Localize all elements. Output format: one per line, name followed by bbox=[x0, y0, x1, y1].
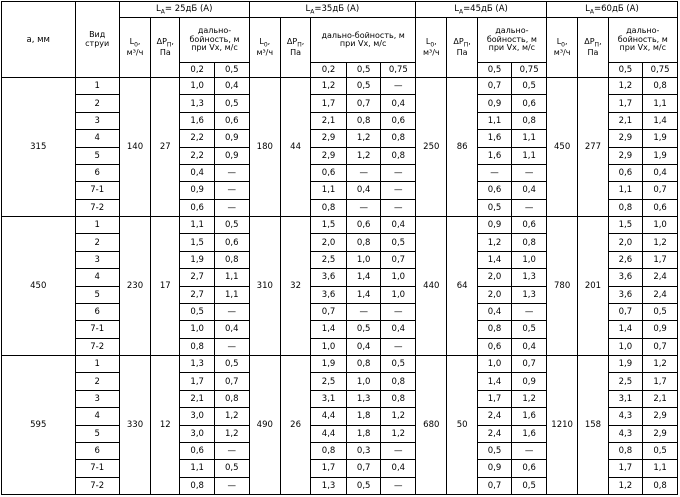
range-value-cell: 0,7 bbox=[477, 477, 512, 494]
range-value-cell: 2,0 bbox=[608, 234, 643, 251]
jet-type-column-header: Вид струи bbox=[75, 2, 119, 78]
range-value-cell: 1,7 bbox=[608, 460, 643, 477]
jet-type-cell: 3 bbox=[75, 251, 119, 268]
range-value-cell: 0,7 bbox=[214, 373, 249, 390]
pressure-column-header: $\Delta P_П$, Па bbox=[447, 18, 477, 78]
range-value-cell: 1,8 bbox=[346, 425, 381, 442]
range-value-cell: 0,9 bbox=[477, 95, 512, 112]
range-value-cell: — bbox=[381, 442, 416, 459]
range-value-cell: 1,2 bbox=[643, 234, 678, 251]
range-value-cell: 1,0 bbox=[180, 78, 215, 95]
group-25db-header: $L_A= 25дБ$ (А) bbox=[119, 2, 249, 18]
range-value-cell: — bbox=[381, 164, 416, 181]
range-value-cell: 0,3 bbox=[346, 442, 381, 459]
range-value-cell: 1,3 bbox=[180, 356, 215, 373]
a-size-cell: 595 bbox=[2, 356, 76, 495]
jet-type-cell: 5 bbox=[75, 286, 119, 303]
range-column-header: дально- бойность, м при Vх, м/с bbox=[477, 18, 546, 63]
range-value-cell: 0,6 bbox=[477, 338, 512, 355]
range-value-cell: 1,2 bbox=[346, 147, 381, 164]
l0-cell: 230 bbox=[119, 217, 150, 356]
range-value-cell: 0,4 bbox=[643, 164, 678, 181]
range-value-cell: 0,6 bbox=[512, 95, 547, 112]
range-value-cell: 1,2 bbox=[608, 477, 643, 494]
range-value-cell: 1,2 bbox=[346, 130, 381, 147]
range-value-cell: — bbox=[346, 199, 381, 216]
range-value-cell: 0,9 bbox=[512, 373, 547, 390]
range-value-cell: 1,0 bbox=[346, 373, 381, 390]
range-value-cell: 2,4 bbox=[643, 286, 678, 303]
range-value-cell: — bbox=[477, 164, 512, 181]
range-value-cell: 1,2 bbox=[214, 408, 249, 425]
range-value-cell: 0,8 bbox=[512, 112, 547, 129]
pressure-cell: 277 bbox=[578, 78, 608, 217]
range-value-cell: 0,6 bbox=[512, 217, 547, 234]
range-value-cell: 0,7 bbox=[346, 95, 381, 112]
range-value-cell: 2,5 bbox=[608, 373, 643, 390]
range-value-cell: 0,4 bbox=[381, 321, 416, 338]
range-value-cell: 0,5 bbox=[643, 303, 678, 320]
range-value-cell: 1,0 bbox=[643, 217, 678, 234]
range-value-cell: — bbox=[512, 442, 547, 459]
range-value-cell: 0,7 bbox=[381, 251, 416, 268]
range-value-cell: 0,6 bbox=[214, 112, 249, 129]
l0-cell: 490 bbox=[249, 356, 280, 495]
range-value-cell: 0,8 bbox=[381, 373, 416, 390]
range-value-cell: 0,5 bbox=[477, 199, 512, 216]
range-value-cell: 0,4 bbox=[214, 78, 249, 95]
range-value-cell: 1,6 bbox=[512, 425, 547, 442]
range-value-cell: 2,0 bbox=[477, 286, 512, 303]
range-value-cell: 1,3 bbox=[512, 269, 547, 286]
range-value-cell: 0,5 bbox=[214, 460, 249, 477]
range-value-cell: 0,6 bbox=[346, 217, 381, 234]
range-value-cell: 0,8 bbox=[381, 130, 416, 147]
range-value-cell: 1,9 bbox=[643, 130, 678, 147]
range-value-cell: 0,9 bbox=[180, 182, 215, 199]
range-value-cell: 1,1 bbox=[180, 460, 215, 477]
range-value-cell: 1,9 bbox=[643, 147, 678, 164]
range-value-cell: 2,7 bbox=[180, 286, 215, 303]
range-value-cell: 0,8 bbox=[608, 442, 643, 459]
range-value-cell: 0,6 bbox=[214, 234, 249, 251]
l0-cell: 440 bbox=[416, 217, 447, 356]
range-value-cell: 1,5 bbox=[311, 217, 347, 234]
range-value-cell: 2,9 bbox=[608, 130, 643, 147]
range-value-cell: 1,4 bbox=[477, 251, 512, 268]
range-value-cell: 2,9 bbox=[311, 130, 347, 147]
jet-type-cell: 7-1 bbox=[75, 182, 119, 199]
jet-type-cell: 1 bbox=[75, 217, 119, 234]
pressure-cell: 64 bbox=[447, 217, 477, 356]
range-value-cell: 1,0 bbox=[512, 251, 547, 268]
pressure-cell: 158 bbox=[578, 356, 608, 495]
range-value-cell: 0,8 bbox=[381, 147, 416, 164]
jet-type-cell: 1 bbox=[75, 78, 119, 95]
range-value-cell: 0,9 bbox=[643, 321, 678, 338]
range-value-cell: 2,5 bbox=[311, 373, 347, 390]
jet-type-cell: 2 bbox=[75, 373, 119, 390]
jet-type-cell: 4 bbox=[75, 269, 119, 286]
l0-cell: 310 bbox=[249, 217, 280, 356]
pressure-column-header: $\Delta P_П$, Па bbox=[578, 18, 608, 78]
velocity-header: 0,5 bbox=[346, 63, 381, 78]
range-value-cell: 2,4 bbox=[477, 425, 512, 442]
range-value-cell: 4,4 bbox=[311, 408, 347, 425]
range-column-header: дально-бойность, м при Vх, м/с bbox=[311, 18, 416, 63]
range-value-cell: 0,6 bbox=[381, 112, 416, 129]
range-value-cell: 0,6 bbox=[512, 460, 547, 477]
pressure-cell: 86 bbox=[447, 78, 477, 217]
range-value-cell: 1,0 bbox=[381, 286, 416, 303]
range-value-cell: 1,1 bbox=[643, 95, 678, 112]
jet-type-cell: 6 bbox=[75, 442, 119, 459]
range-value-cell: 2,1 bbox=[311, 112, 347, 129]
range-value-cell: 0,4 bbox=[477, 303, 512, 320]
range-value-cell: 0,7 bbox=[311, 303, 347, 320]
range-value-cell: 0,8 bbox=[346, 234, 381, 251]
range-value-cell: 1,2 bbox=[381, 408, 416, 425]
range-value-cell: 0,4 bbox=[512, 338, 547, 355]
range-value-cell: 1,1 bbox=[214, 269, 249, 286]
range-value-cell: 1,0 bbox=[608, 338, 643, 355]
jet-type-cell: 6 bbox=[75, 303, 119, 320]
range-value-cell: 0,7 bbox=[512, 356, 547, 373]
a-size-cell: 315 bbox=[2, 78, 76, 217]
range-value-cell: 1,2 bbox=[643, 356, 678, 373]
range-value-cell: 0,5 bbox=[346, 78, 381, 95]
l0-cell: 450 bbox=[546, 78, 577, 217]
range-value-cell: 1,1 bbox=[643, 460, 678, 477]
range-value-cell: 0,6 bbox=[643, 199, 678, 216]
jet-type-cell: 7-2 bbox=[75, 199, 119, 216]
range-value-cell: 1,7 bbox=[477, 390, 512, 407]
l0-cell: 1210 bbox=[546, 356, 577, 495]
range-value-cell: 1,6 bbox=[180, 112, 215, 129]
range-value-cell: 0,7 bbox=[643, 182, 678, 199]
range-value-cell: 1,2 bbox=[381, 425, 416, 442]
range-value-cell: 0,4 bbox=[214, 321, 249, 338]
jet-type-cell: 4 bbox=[75, 130, 119, 147]
range-value-cell: 1,0 bbox=[180, 321, 215, 338]
range-value-cell: 0,5 bbox=[346, 477, 381, 494]
range-value-cell: 1,7 bbox=[643, 373, 678, 390]
group-35db-header: $L_A=35дБ$ (А) bbox=[249, 2, 416, 18]
range-value-cell: 0,4 bbox=[346, 338, 381, 355]
range-value-cell: — bbox=[512, 199, 547, 216]
jet-type-cell: 3 bbox=[75, 112, 119, 129]
range-value-cell: — bbox=[381, 182, 416, 199]
pressure-cell: 32 bbox=[280, 217, 310, 356]
range-value-cell: — bbox=[214, 164, 249, 181]
range-value-cell: 2,9 bbox=[311, 147, 347, 164]
range-value-cell: 1,4 bbox=[643, 112, 678, 129]
range-value-cell: 3,6 bbox=[311, 269, 347, 286]
range-value-cell: 1,6 bbox=[477, 147, 512, 164]
range-value-cell: 0,8 bbox=[180, 338, 215, 355]
range-value-cell: — bbox=[381, 338, 416, 355]
range-value-cell: 2,9 bbox=[643, 408, 678, 425]
range-value-cell: 1,0 bbox=[477, 356, 512, 373]
pressure-column-header: $\Delta P_П$, Па bbox=[280, 18, 310, 78]
range-value-cell: 1,5 bbox=[180, 234, 215, 251]
range-value-cell: 0,5 bbox=[512, 477, 547, 494]
range-value-cell: 0,5 bbox=[214, 356, 249, 373]
velocity-header: 0,5 bbox=[477, 63, 512, 78]
range-value-cell: 0,5 bbox=[180, 303, 215, 320]
range-value-cell: 0,8 bbox=[214, 390, 249, 407]
range-value-cell: 1,7 bbox=[643, 251, 678, 268]
range-value-cell: — bbox=[214, 477, 249, 494]
range-value-cell: 1,6 bbox=[477, 130, 512, 147]
range-value-cell: 2,5 bbox=[311, 251, 347, 268]
range-value-cell: 2,7 bbox=[180, 269, 215, 286]
range-value-cell: 1,7 bbox=[608, 95, 643, 112]
jet-type-cell: 7-1 bbox=[75, 460, 119, 477]
range-value-cell: — bbox=[512, 303, 547, 320]
jet-type-cell: 6 bbox=[75, 164, 119, 181]
range-value-cell: 0,9 bbox=[214, 130, 249, 147]
range-value-cell: 1,1 bbox=[180, 217, 215, 234]
range-column-header: дально- бойность, м при Vх, м/с bbox=[180, 18, 249, 63]
range-value-cell: 0,8 bbox=[512, 234, 547, 251]
range-value-cell: 0,8 bbox=[381, 390, 416, 407]
range-value-cell: — bbox=[512, 164, 547, 181]
range-value-cell: — bbox=[214, 182, 249, 199]
range-value-cell: 1,6 bbox=[512, 408, 547, 425]
range-value-cell: 1,4 bbox=[346, 286, 381, 303]
l0-cell: 780 bbox=[546, 217, 577, 356]
range-value-cell: 0,6 bbox=[311, 164, 347, 181]
range-value-cell: 3,6 bbox=[608, 269, 643, 286]
range-value-cell: 3,1 bbox=[608, 390, 643, 407]
range-value-cell: 0,9 bbox=[477, 217, 512, 234]
range-value-cell: 0,7 bbox=[608, 303, 643, 320]
range-value-cell: 1,9 bbox=[311, 356, 347, 373]
range-value-cell: 0,5 bbox=[512, 321, 547, 338]
pressure-cell: 201 bbox=[578, 217, 608, 356]
range-value-cell: 4,3 bbox=[608, 425, 643, 442]
range-value-cell: 2,2 bbox=[180, 130, 215, 147]
range-value-cell: 1,1 bbox=[214, 286, 249, 303]
range-value-cell: 0,5 bbox=[643, 442, 678, 459]
range-value-cell: 0,8 bbox=[311, 442, 347, 459]
range-value-cell: 0,8 bbox=[608, 199, 643, 216]
jet-type-cell: 7-2 bbox=[75, 338, 119, 355]
jet-type-cell: 1 bbox=[75, 356, 119, 373]
range-value-cell: — bbox=[346, 164, 381, 181]
range-value-cell: 4,4 bbox=[311, 425, 347, 442]
range-value-cell: 0,9 bbox=[477, 460, 512, 477]
a-size-cell: 450 bbox=[2, 217, 76, 356]
pressure-cell: 12 bbox=[151, 356, 180, 495]
l0-cell: 140 bbox=[119, 78, 150, 217]
range-value-cell: 2,1 bbox=[608, 112, 643, 129]
range-value-cell: 1,5 bbox=[608, 217, 643, 234]
range-value-cell: 0,8 bbox=[346, 112, 381, 129]
velocity-header: 0,2 bbox=[180, 63, 215, 78]
range-value-cell: 0,8 bbox=[311, 199, 347, 216]
range-value-cell: 4,3 bbox=[608, 408, 643, 425]
velocity-header: 0,5 bbox=[214, 63, 249, 78]
range-value-cell: 0,4 bbox=[180, 164, 215, 181]
range-value-cell: 0,5 bbox=[381, 356, 416, 373]
range-value-cell: 0,6 bbox=[608, 164, 643, 181]
table-row bbox=[2, 217, 678, 234]
jet-type-cell: 7-2 bbox=[75, 477, 119, 494]
range-value-cell: 0,8 bbox=[180, 477, 215, 494]
range-value-cell: 3,6 bbox=[311, 286, 347, 303]
range-value-cell: 0,5 bbox=[214, 95, 249, 112]
jet-type-cell: 4 bbox=[75, 408, 119, 425]
pressure-column-header: $\Delta P_П$, Па bbox=[151, 18, 180, 78]
range-value-cell: 1,1 bbox=[512, 130, 547, 147]
range-value-cell: 0,7 bbox=[643, 338, 678, 355]
table-row bbox=[2, 78, 678, 95]
range-value-cell: 0,7 bbox=[346, 460, 381, 477]
jet-type-cell: 7-1 bbox=[75, 321, 119, 338]
range-value-cell: 0,4 bbox=[381, 217, 416, 234]
table-row bbox=[2, 356, 678, 373]
l0-column-header: $L_0$, м³/ч bbox=[249, 18, 280, 78]
range-value-cell: 0,6 bbox=[477, 182, 512, 199]
range-value-cell: — bbox=[214, 199, 249, 216]
range-value-cell: — bbox=[346, 303, 381, 320]
l0-column-header: $L_0$, м³/ч bbox=[546, 18, 577, 78]
range-value-cell: 0,4 bbox=[381, 460, 416, 477]
pressure-cell: 26 bbox=[280, 356, 310, 495]
range-value-cell: 0,4 bbox=[381, 95, 416, 112]
range-value-cell: 0,4 bbox=[346, 182, 381, 199]
range-value-cell: 0,8 bbox=[477, 321, 512, 338]
range-value-cell: 1,4 bbox=[311, 321, 347, 338]
range-value-cell: 1,3 bbox=[180, 95, 215, 112]
range-value-cell: 2,2 bbox=[180, 147, 215, 164]
a-column-header: a, мм bbox=[2, 2, 76, 78]
range-value-cell: 0,9 bbox=[214, 147, 249, 164]
range-value-cell: 3,6 bbox=[608, 286, 643, 303]
range-value-cell: 0,4 bbox=[512, 182, 547, 199]
range-value-cell: 0,6 bbox=[180, 199, 215, 216]
range-value-cell: 1,9 bbox=[608, 356, 643, 373]
range-value-cell: — bbox=[214, 338, 249, 355]
range-value-cell: — bbox=[214, 303, 249, 320]
range-value-cell: — bbox=[381, 477, 416, 494]
range-value-cell: 2,6 bbox=[608, 251, 643, 268]
l0-cell: 330 bbox=[119, 356, 150, 495]
range-value-cell: 0,8 bbox=[643, 78, 678, 95]
range-value-cell: 1,9 bbox=[180, 251, 215, 268]
pressure-cell: 27 bbox=[151, 78, 180, 217]
range-value-cell: 1,0 bbox=[311, 338, 347, 355]
group-60db-header: $L_A=60дБ$ (А) bbox=[546, 2, 677, 18]
range-value-cell: 1,0 bbox=[346, 251, 381, 268]
range-value-cell: — bbox=[381, 303, 416, 320]
velocity-header: 0,5 bbox=[608, 63, 643, 78]
range-value-cell: 1,1 bbox=[608, 182, 643, 199]
velocity-header: 0,75 bbox=[381, 63, 416, 78]
range-value-cell: 0,8 bbox=[643, 477, 678, 494]
range-value-cell: 1,4 bbox=[346, 269, 381, 286]
range-value-cell: 2,0 bbox=[311, 234, 347, 251]
range-value-cell: 2,9 bbox=[643, 425, 678, 442]
l0-cell: 250 bbox=[416, 78, 447, 217]
range-value-cell: 1,7 bbox=[311, 95, 347, 112]
range-value-cell: 2,1 bbox=[180, 390, 215, 407]
range-value-cell: 1,1 bbox=[512, 147, 547, 164]
range-value-cell: 1,1 bbox=[477, 112, 512, 129]
range-value-cell: 0,5 bbox=[512, 78, 547, 95]
range-value-cell: — bbox=[381, 199, 416, 216]
range-value-cell: 2,4 bbox=[643, 269, 678, 286]
range-value-cell: 1,4 bbox=[608, 321, 643, 338]
jet-type-cell: 5 bbox=[75, 147, 119, 164]
range-value-cell: 0,8 bbox=[346, 356, 381, 373]
range-value-cell: 0,7 bbox=[477, 78, 512, 95]
range-value-cell: 2,1 bbox=[643, 390, 678, 407]
l0-column-header: $L_0$, м³/ч bbox=[416, 18, 447, 78]
range-value-cell: 1,1 bbox=[311, 182, 347, 199]
range-value-cell: 0,8 bbox=[214, 251, 249, 268]
jet-type-cell: 2 bbox=[75, 95, 119, 112]
range-value-cell: — bbox=[214, 442, 249, 459]
range-column-header: дально- бойность, м при Vх, м/с bbox=[608, 18, 677, 63]
l0-cell: 680 bbox=[416, 356, 447, 495]
jet-type-cell: 2 bbox=[75, 234, 119, 251]
velocity-header: 0,75 bbox=[512, 63, 547, 78]
jet-type-cell: 3 bbox=[75, 390, 119, 407]
range-value-cell: — bbox=[381, 78, 416, 95]
l0-column-header: $L_0$, м³/ч bbox=[119, 18, 150, 78]
range-data-table bbox=[1, 1, 678, 495]
range-value-cell: 1,2 bbox=[477, 234, 512, 251]
range-value-cell: 1,4 bbox=[477, 373, 512, 390]
range-value-cell: 1,7 bbox=[180, 373, 215, 390]
range-value-cell: 0,5 bbox=[214, 217, 249, 234]
pressure-cell: 50 bbox=[447, 356, 477, 495]
range-value-cell: 1,7 bbox=[311, 460, 347, 477]
range-value-cell: 1,8 bbox=[346, 408, 381, 425]
range-value-cell: 3,1 bbox=[311, 390, 347, 407]
range-value-cell: 1,2 bbox=[311, 78, 347, 95]
range-value-cell: 2,4 bbox=[477, 408, 512, 425]
range-value-cell: 2,9 bbox=[608, 147, 643, 164]
range-value-cell: 1,3 bbox=[346, 390, 381, 407]
range-value-cell: 1,3 bbox=[311, 477, 347, 494]
range-value-cell: 1,2 bbox=[512, 390, 547, 407]
velocity-header: 0,2 bbox=[311, 63, 347, 78]
group-45db-header: $L_A=45дБ$ (А) bbox=[416, 2, 547, 18]
l0-cell: 180 bbox=[249, 78, 280, 217]
range-value-cell: 0,5 bbox=[346, 321, 381, 338]
range-value-cell: 3,0 bbox=[180, 408, 215, 425]
range-value-cell: 1,2 bbox=[214, 425, 249, 442]
pressure-cell: 17 bbox=[151, 217, 180, 356]
range-value-cell: 0,5 bbox=[381, 234, 416, 251]
range-value-cell: 2,0 bbox=[477, 269, 512, 286]
range-value-cell: 0,6 bbox=[180, 442, 215, 459]
velocity-header: 0,75 bbox=[643, 63, 678, 78]
jet-type-cell: 5 bbox=[75, 425, 119, 442]
range-value-cell: 1,3 bbox=[512, 286, 547, 303]
range-value-cell: 3,0 bbox=[180, 425, 215, 442]
range-value-cell: 1,2 bbox=[608, 78, 643, 95]
range-value-cell: 0,5 bbox=[477, 442, 512, 459]
range-value-cell: 1,0 bbox=[381, 269, 416, 286]
pressure-cell: 44 bbox=[280, 78, 310, 217]
